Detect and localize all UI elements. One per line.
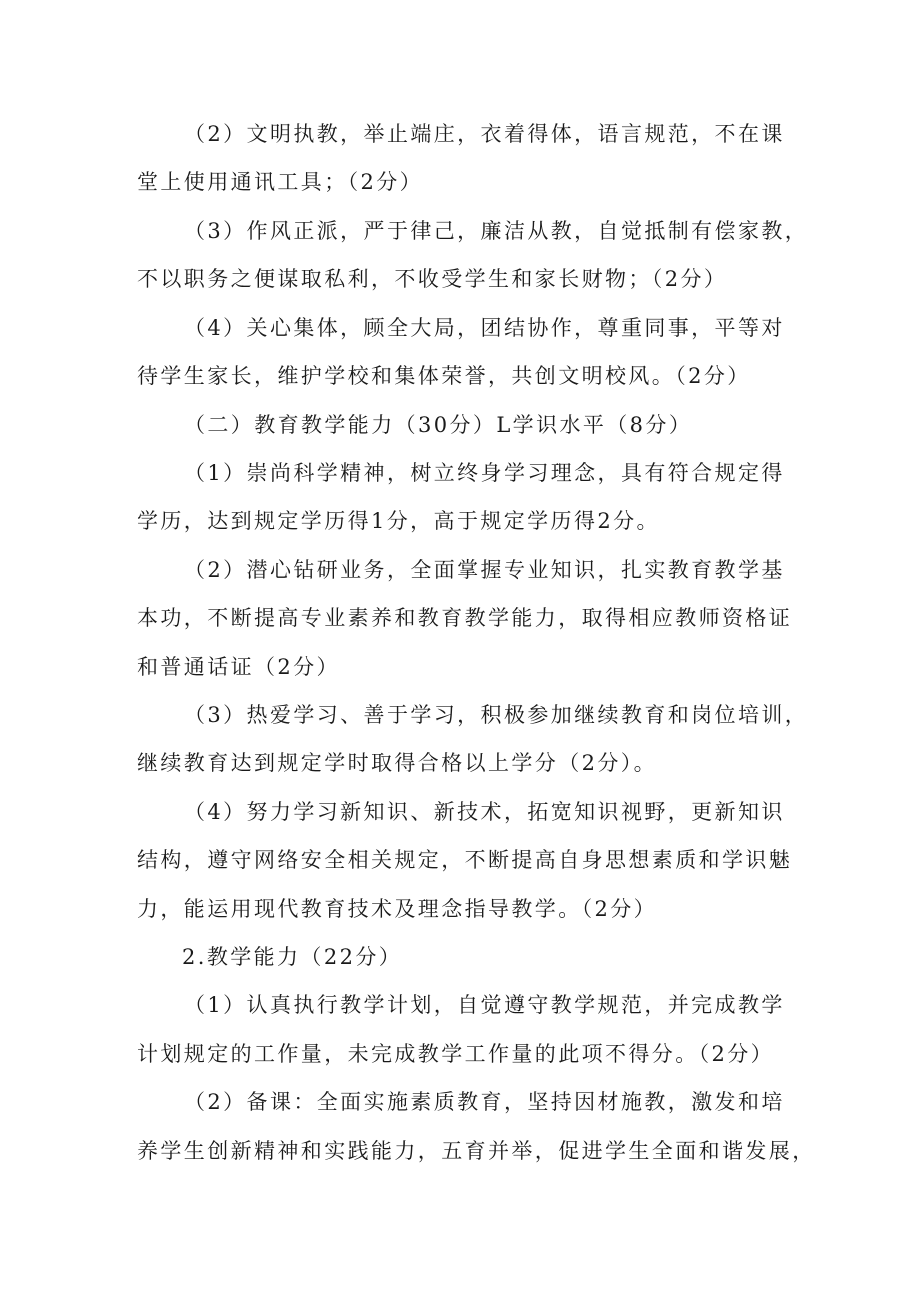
text-line: 养学生创新精神和实践能力，五育并举，促进学生全面和谐发展， bbox=[137, 1139, 816, 1163]
text-line: （3）热爱学习、善于学习，积极参加继续教育和岗位培训， bbox=[184, 703, 809, 727]
text-line: 不以职务之便谋取私利，不收受学生和家长财物；（2分） bbox=[137, 267, 728, 291]
text-line: 计划规定的工作量，未完成教学工作量的此项不得分。（2分） bbox=[137, 1042, 775, 1066]
text-line: 堂上使用通讯工具；（2分） bbox=[137, 170, 424, 194]
text-line: （2）潜心钻研业务，全面掌握专业知识，扎实教育教学基 bbox=[184, 558, 785, 582]
text-line: 学历，达到规定学历得1分，高于规定学历得2分。 bbox=[137, 509, 660, 533]
section-heading: 2.教学能力（22分） bbox=[182, 945, 403, 969]
text-line: （2）备课：全面实施素质教育，坚持因材施教，激发和培 bbox=[184, 1090, 785, 1114]
text-line: 本功，不断提高专业素养和教育教学能力，取得相应教师资格证 bbox=[137, 606, 793, 630]
text-line: 待学生家长，维护学校和集体荣誉，共创文明校风。（2分） bbox=[137, 364, 751, 388]
text-line: （4）努力学习新知识、新技术，拓宽知识视野，更新知识 bbox=[184, 800, 785, 824]
text-line: （3）作风正派，严于律己，廉洁从教，自觉抵制有偿家教， bbox=[184, 219, 809, 243]
text-line: （4）关心集体，顾全大局，团结协作，尊重同事，平等对 bbox=[184, 316, 785, 340]
section-heading: （二）教育教学能力（30分）L学识水平（8分） bbox=[184, 413, 693, 437]
text-line: （1）认真执行教学计划，自觉遵守教学规范，并完成教学 bbox=[184, 993, 785, 1017]
text-line: （2）文明执教，举止端庄，衣着得体，语言规范，不在课 bbox=[184, 122, 785, 146]
text-line: 结构，遵守网络安全相关规定，不断提高自身思想素质和学识魅 bbox=[137, 848, 793, 872]
text-line: 继续教育达到规定学时取得合格以上学分（2分）。 bbox=[137, 751, 658, 775]
text-line: 力，能运用现代教育技术及理念指导教学。（2分） bbox=[137, 897, 658, 921]
text-line: 和普通话证（2分） bbox=[137, 655, 340, 679]
text-line: （1）崇尚科学精神，树立终身学习理念，具有符合规定得 bbox=[184, 461, 785, 485]
